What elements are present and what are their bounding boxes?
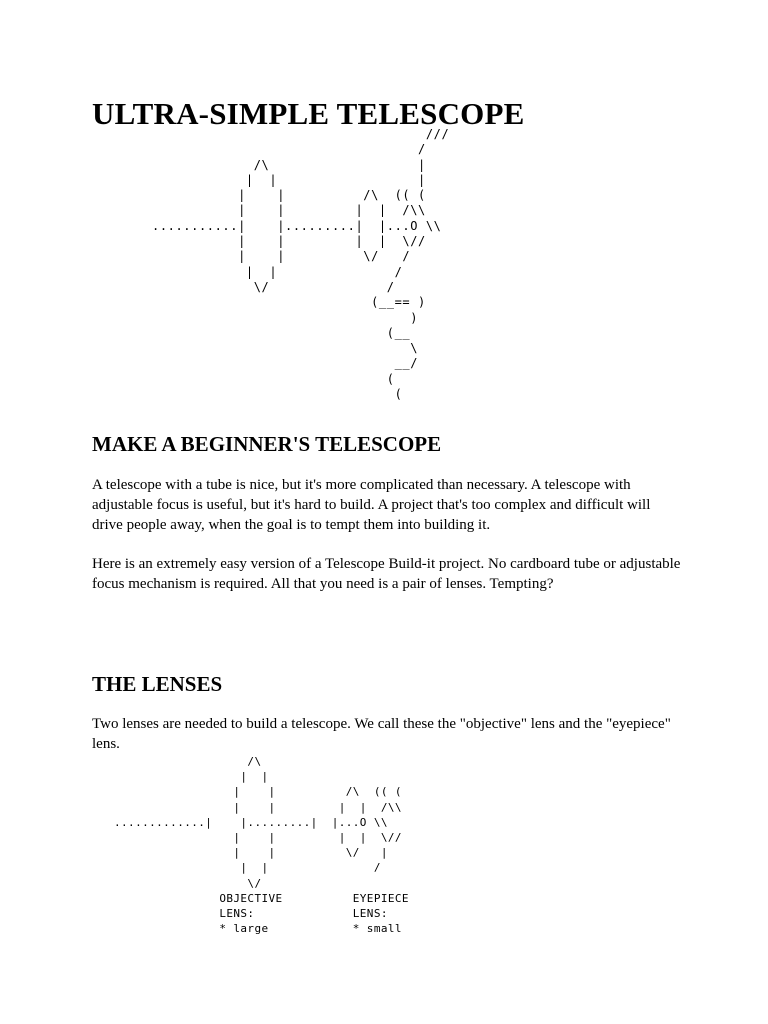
paragraph-telescope-complexity: A telescope with a tube is nice, but it's more complicated than necessary. A telescope with adjustable focus is useful, but it's hard to build. A project that's too complex and difficult will drive people away, when the goal is to tempt them into building it.: [92, 477, 651, 533]
page-title: ULTRA-SIMPLE TELESCOPE: [92, 96, 525, 131]
paragraph-easy-version: Here is an extremely easy version of a Telescope Build-it project. No cardboard tube or adjustable focus mechanism is required. All that you need is a pair of lenses. Tempting?: [92, 556, 681, 592]
lenses-ascii-diagram: /\ | | | | /\ (( ( | | | | /\\ .............| |.........| |...O \\ | | | | \// | | \/ | | | / \/ OBJECTIVE EYEPIECE LENS: LENS: * large * small: [114, 755, 409, 936]
section-heading-lenses: THE LENSES: [92, 672, 223, 696]
section-heading-beginner: MAKE A BEGINNER'S TELESCOPE: [92, 432, 442, 456]
paragraph-two-lenses: Two lenses are needed to build a telescope. We call these the "objective" lens and the "eyepiece" lens.: [92, 716, 671, 752]
telescope-ascii-diagram: /// / /\ | | | | | | /\ (( ( | | | | /\\ ...........| |.........| |...O \\ | | | | \// | | \/ / | | / \/ / (__== ) ) (__ \ __/ ( (: [152, 127, 450, 402]
